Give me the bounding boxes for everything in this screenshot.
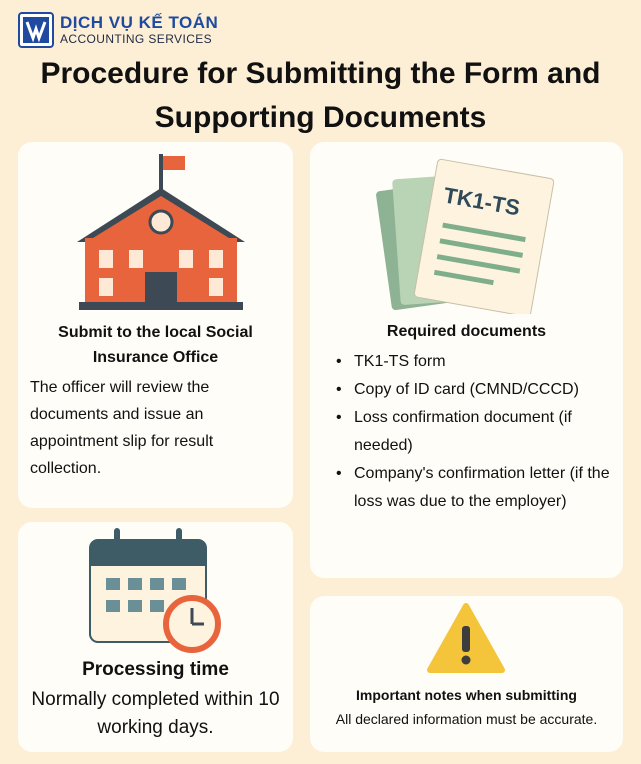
- notes-heading: Important notes when submitting: [356, 687, 577, 703]
- notes-card: [310, 596, 623, 752]
- documents-icon: [374, 154, 554, 314]
- list-item: • Company's confirmation letter (if the loss was due to the employer): [334, 460, 619, 516]
- calendar-clock-icon: [86, 526, 226, 654]
- brand-subtitle: ACCOUNTING SERVICES: [60, 32, 213, 46]
- processing-card: [18, 522, 293, 752]
- brand-name: DỊCH VỤ KẾ TOÁN: [60, 13, 219, 32]
- list-item: • TK1-TS form: [334, 348, 619, 376]
- notes-description: All declared information must be accurate.: [335, 711, 598, 727]
- documents-card: [310, 142, 623, 578]
- processing-heading: Processing time: [82, 659, 229, 680]
- list-item: • Copy of ID card (CMND/CCCD): [334, 376, 619, 404]
- list-item: • Loss confirmation document (if needed): [334, 404, 619, 460]
- submit-heading: Submit to the local Social Insurance Office: [58, 324, 253, 366]
- documents-list: [334, 348, 619, 516]
- brand-logo: [18, 12, 218, 48]
- processing-description: Normally completed within 10 working days.: [31, 689, 280, 738]
- warning-icon: [426, 602, 506, 674]
- logo-mark-icon: [18, 12, 54, 48]
- submit-card: [18, 142, 293, 508]
- page-title: Procedure for Submitting the Form and Supporting Documents: [40, 57, 601, 134]
- documents-heading: Required documents: [386, 323, 547, 340]
- school-building-icon: [75, 152, 247, 312]
- submit-description: The officer will review the documents and issue an appointment slip for result collection.: [30, 379, 214, 477]
- form-label: TK1-TS: [441, 182, 522, 221]
